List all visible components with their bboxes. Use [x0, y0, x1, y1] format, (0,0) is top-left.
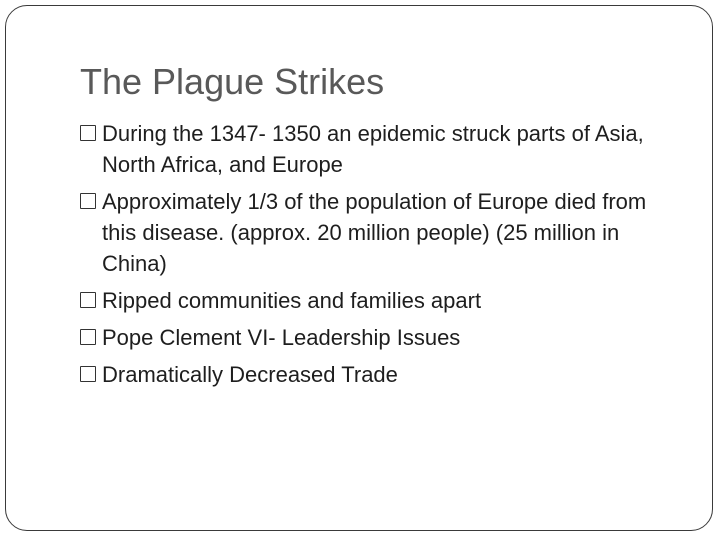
bullet-text: During the 1347- 1350 an epidemic struck parts of Asia, North Africa, and Europe — [102, 121, 644, 177]
bullet-item — [80, 118, 680, 180]
box-bullet-icon — [80, 329, 96, 345]
bullet-item — [80, 285, 680, 316]
bullet-item — [80, 359, 680, 390]
bullet-list — [80, 118, 680, 396]
bullet-text: Pope Clement VI- Leadership Issues — [102, 325, 461, 350]
box-bullet-icon — [80, 125, 96, 141]
box-bullet-icon — [80, 193, 96, 209]
box-bullet-icon — [80, 366, 96, 382]
bullet-item — [80, 186, 680, 279]
bullet-text: Approximately 1/3 of the population of Europe died from this disease. (approx. 20 million people) (25 million in China) — [102, 189, 647, 276]
slide-title: The Plague Strikes — [80, 61, 385, 102]
bullet-text: Ripped communities and families apart — [102, 288, 482, 313]
bullet-item — [80, 322, 680, 353]
box-bullet-icon — [80, 292, 96, 308]
bullet-text: Dramatically Decreased Trade — [102, 362, 398, 387]
